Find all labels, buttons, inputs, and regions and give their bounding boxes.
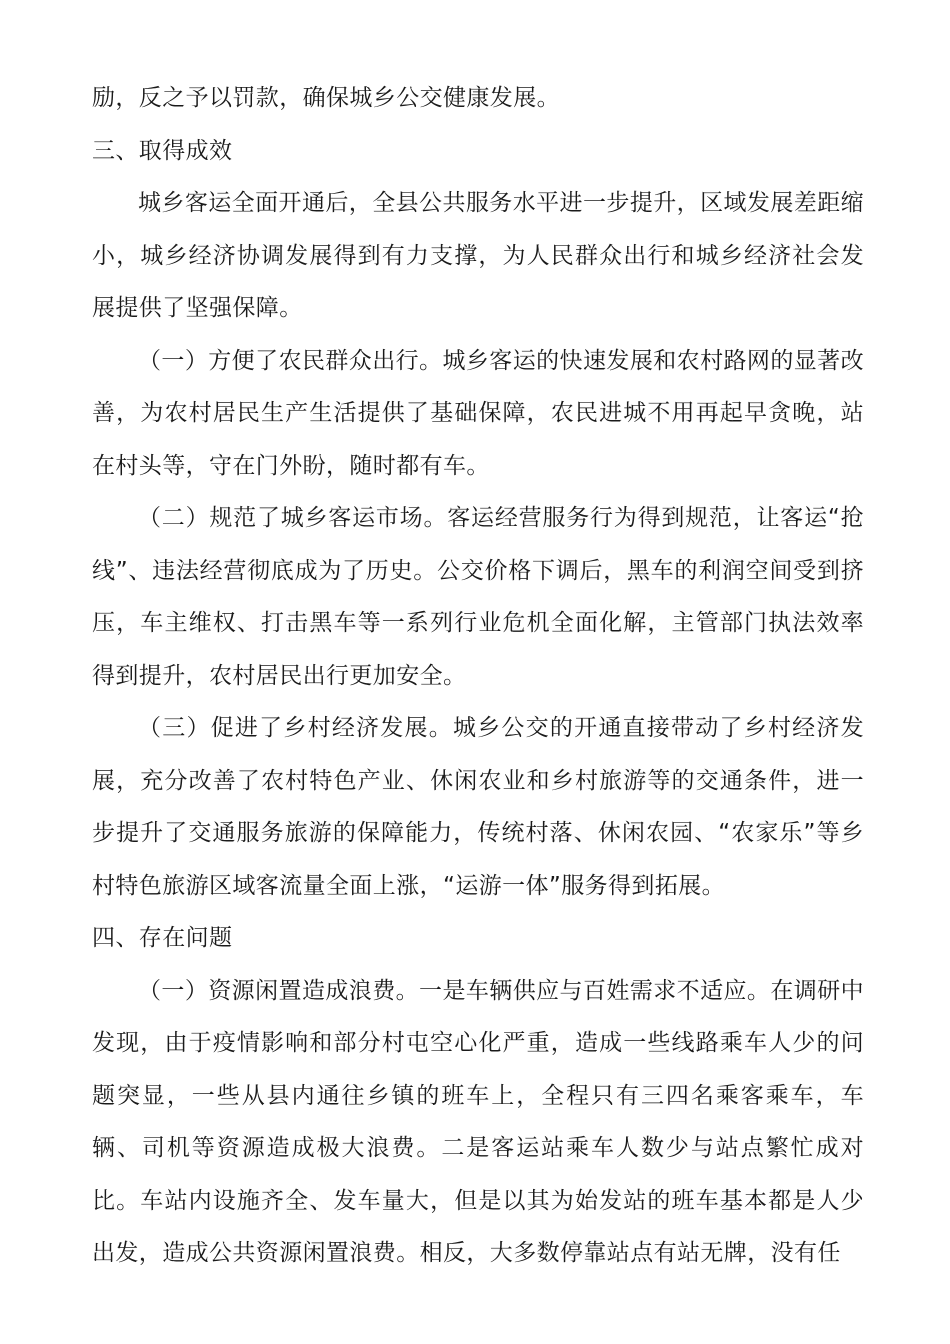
section-heading-results: 三、取得成效 xyxy=(92,137,233,164)
paragraph-result-3: （三）促进了乡村经济发展。城乡公交的开通直接带动了乡村经济发展，充分改善了农村特色产业、休闲农业和乡村旅游等的交通条件，进一步提升了交通服务旅游的保障能力，传统村落、休闲农园、“农家乐”等乡村特色旅游区域客流量全面上涨，“运游一体”服务得到拓展。 xyxy=(92,715,864,899)
paragraph-result-1: （一）方便了农民群众出行。城乡客运的快速发展和农村路网的显著改善，为农村居民生产生活提供了基础保障，农民进城不用再起早贪晚，站在村头等，守在门外盼，随时都有车。 xyxy=(92,347,864,479)
paragraph-problem-1: （一）资源闲置造成浪费。一是车辆供应与百姓需求不适应。在调研中发现，由于疫情影响和部分村屯空心化严重，造成一些线路乘车人少的问题突显，一些从县内通往乡镇的班车上，全程只有三四名乘客乘车，车辆、司机等资源造成极大浪费。二是客运站乘车人数少与站点繁忙成对比。车站内设施齐全、发车量大，但是以其为始发站的班车基本都是人少出发，造成公共资源闲置浪费。相反，大多数停靠站点有站无牌，没有任 xyxy=(92,977,864,1266)
paragraph-continuation: 励，反之予以罚款，确保城乡公交健康发展。 xyxy=(92,85,560,111)
section-heading-problems: 四、存在问题 xyxy=(92,925,233,951)
paragraph-result-2: （二）规范了城乡客运市场。客运经营服务行为得到规范，让客运“抢线”、违法经营彻底成为了历史。公交价格下调后，黑车的利润空间受到挤压，车主维权、打击黑车等一系列行业危机全面化解，主管部门执法效率得到提升，农村居民出行更加安全。 xyxy=(92,505,864,689)
document-body xyxy=(92,72,864,1280)
paragraph-results-intro: 城乡客运全面开通后，全县公共服务水平进一步提升，区域发展差距缩小，城乡经济协调发展得到有力支撑，为人民群众出行和城乡经济社会发展提供了坚强保障。 xyxy=(92,190,864,321)
